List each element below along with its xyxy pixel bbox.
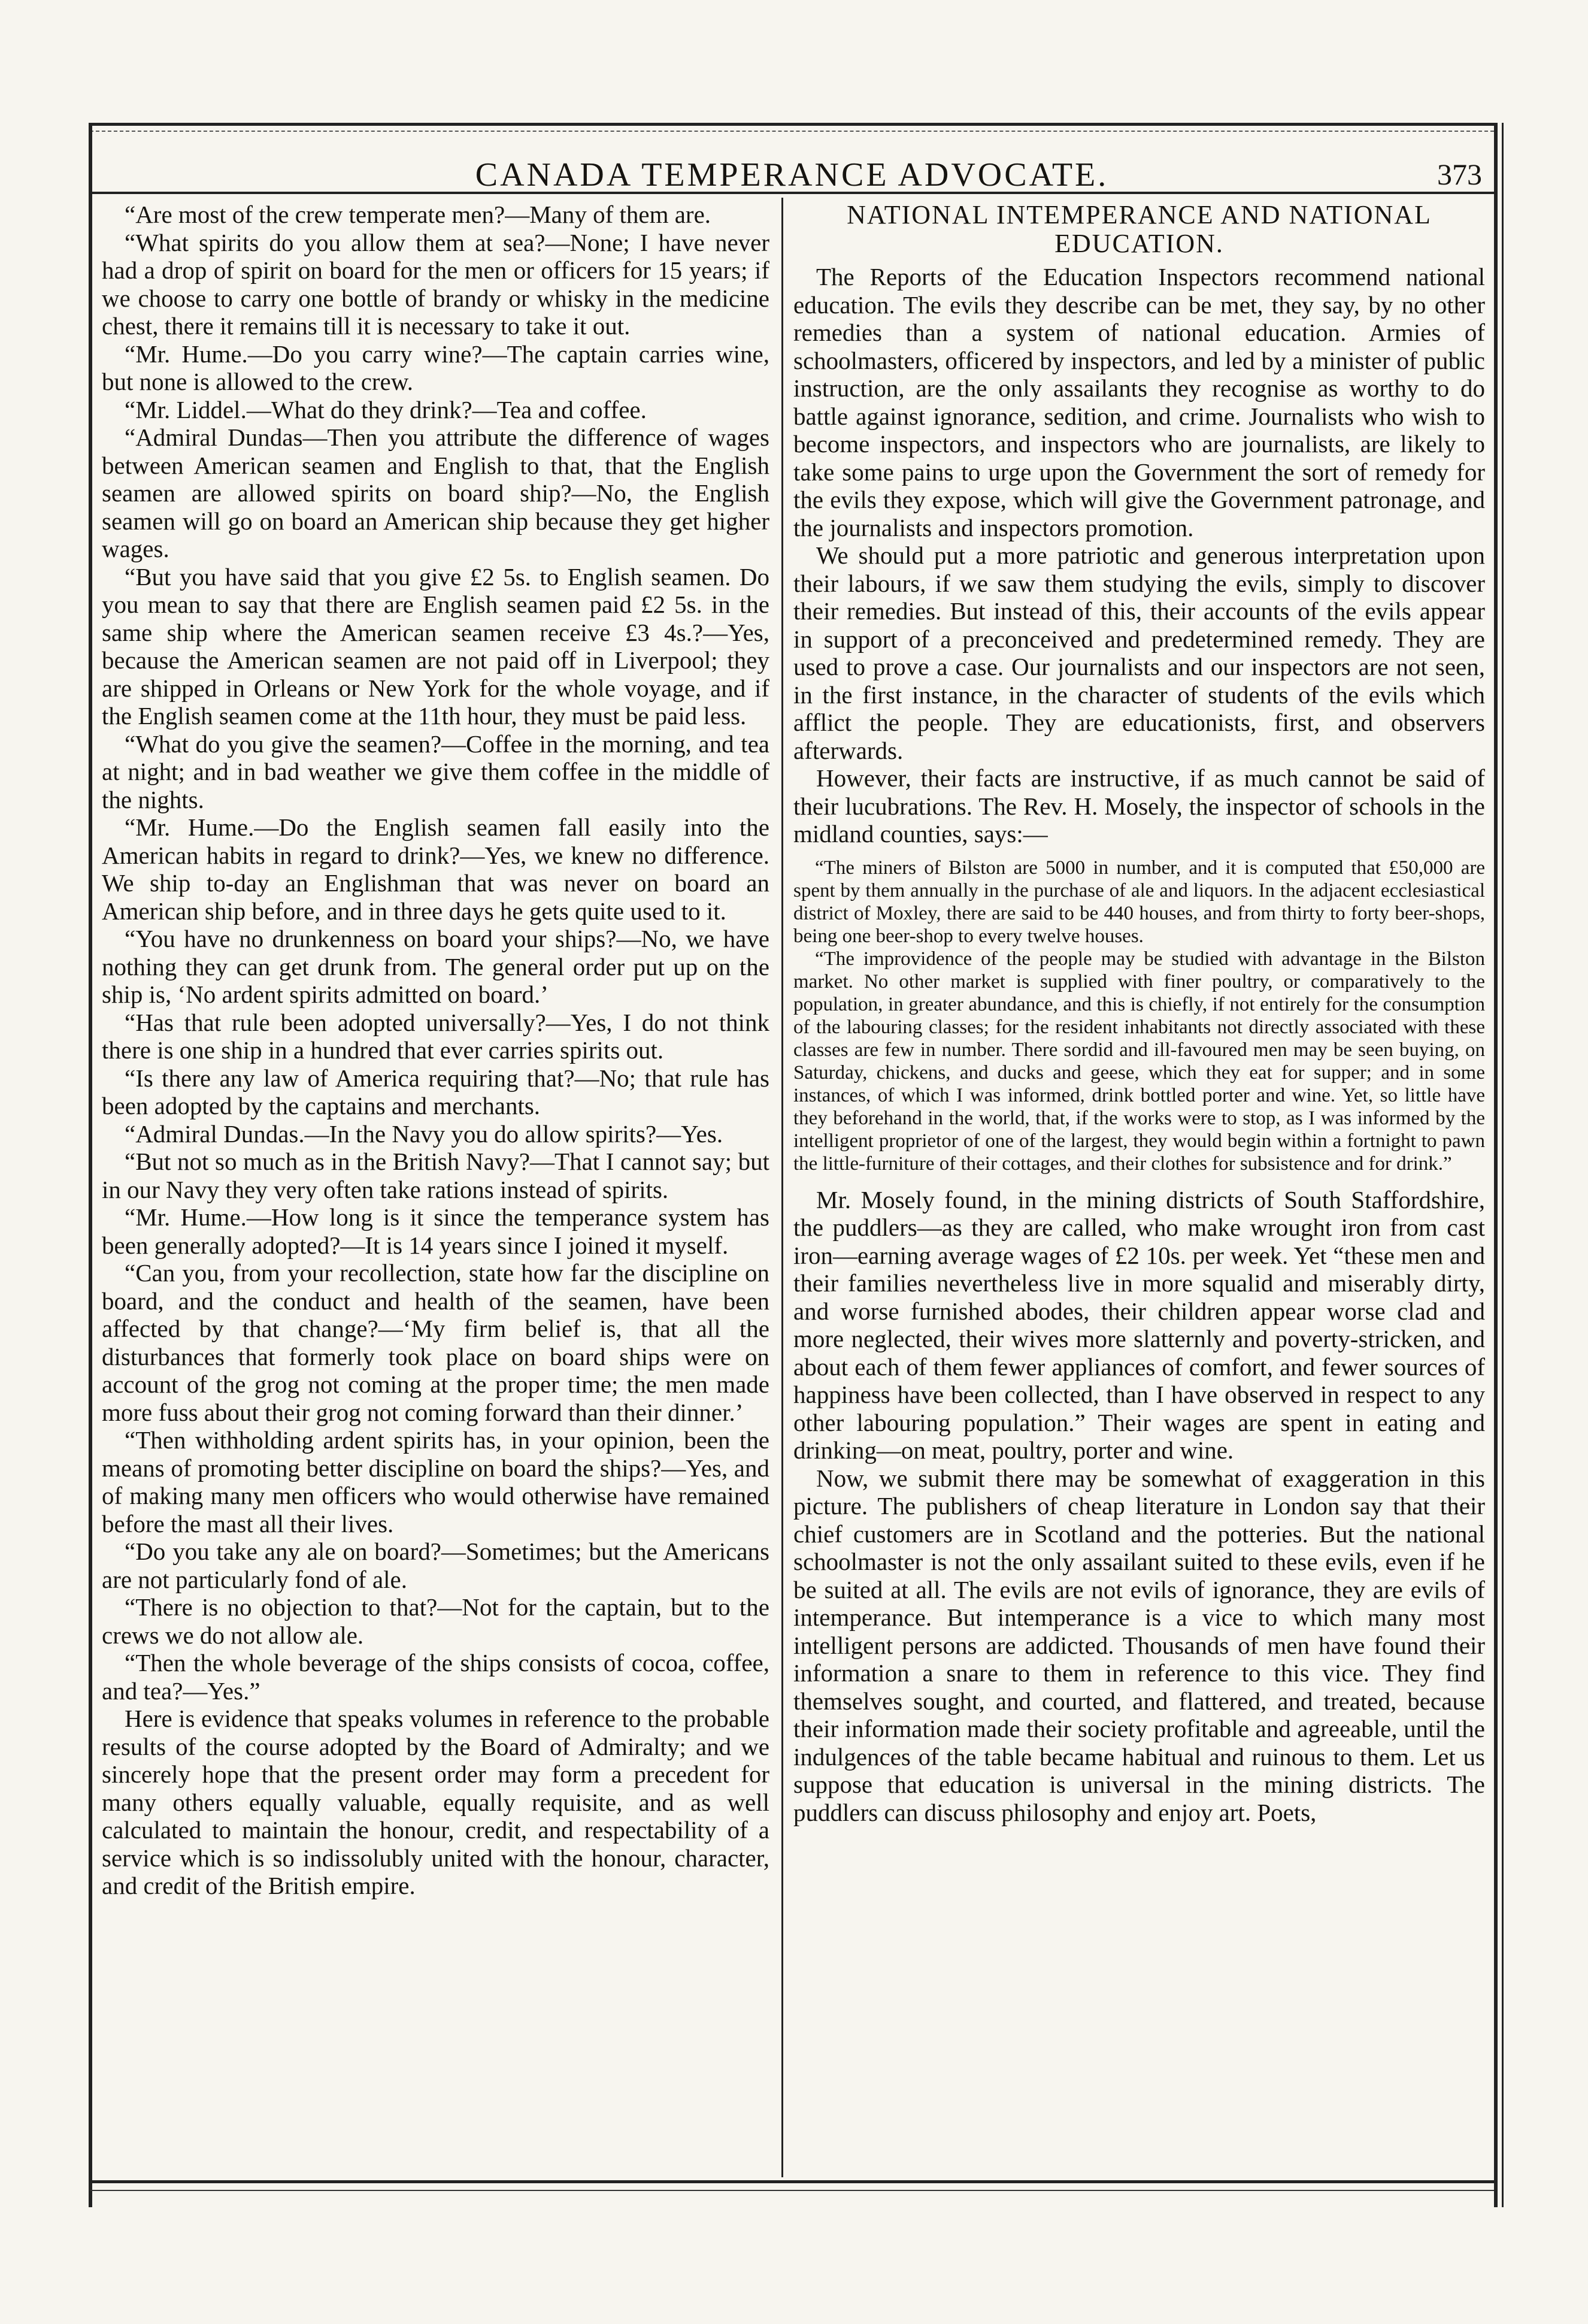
paragraph: “But you have said that you give £2 5s. to English seamen. Do you mean to say that there are English seamen paid £2 5s. in the same ship where the American seamen receive £3 4s.?—Yes, because the American seamen are not paid off in Liverpool; they are shipped in Orleans or New York for the whole voyage, and if the English seamen come at the 11th hour, they must be paid less.: [102, 562, 769, 730]
paragraph: “Admiral Dundas.—In the Navy you do allow spirits?—Yes.: [125, 1119, 723, 1148]
right-border-rule-outer: [1502, 123, 1504, 2207]
bottom-border-rule: [90, 2180, 1494, 2183]
quote-paragraph: “The improvidence of the people may be studied with advantage in the Bilston market. No other market is supplied with finer poultry, or comparatively to the population, in greater abundance, and this is chiefly, if not entirely for the consumption of the labouring classes; for the resident inhabitants not directly associated with these classes are few in number. There sordid and ill-favoured men may be seen buying, on Saturday, chickens, and ducks and geese, which they eat for supper; and in some instances, of which I was informed, drink bottled porter and wine. Yet, so little have they beforehand in the world, that, if the works were to stop, as I was informed by the intelligent proprietor of one of the largest, they would begin within a fortnight to pawn the little-furniture of their cottages, and their clothes for subsistence and for drink.”: [793, 948, 1485, 1175]
right-column: [793, 201, 1485, 2177]
page-number: 373: [1437, 158, 1482, 191]
quote-paragraph: “The miners of Bilston are 5000 in number, and it is computed that £50,000 are spent by them annually in the purchase of ale and liquors. In the adjacent ecclesiastical district of Moxley, there are said to be 440 houses, and from thirty to forty beer-shops, being one beer-shop to every twelve houses.: [793, 857, 1485, 947]
paragraph: “Mr. Hume.—Do you carry wine?—The captain carries wine, but none is allowed to the crew.: [102, 340, 769, 395]
column-divider: [781, 198, 783, 2177]
right-border-rule: [1494, 123, 1498, 2207]
paragraph: “Has that rule been adopted universally?—Yes, I do not think there is one ship in a hundred that ever carries spirits out.: [102, 1008, 769, 1064]
paragraph: “Mr. Liddel.—What do they drink?—Tea and coffee.: [125, 395, 647, 423]
bottom-border-rule-thin: [90, 2190, 1494, 2191]
paragraph: The Reports of the Education Inspectors recommend national education. The evils they describe can be met, they say, by no other remedies than a system of national education. Armies of schoolmasters, officered by inspectors, and led by a minister of public instruction, are the only assailants they recognise as worthy to do battle against ignorance, sedition, and crime. Journalists who wish to become inspectors, and inspectors who are journalists, are likely to take some pains to urge upon the Government the sort of remedy for the evils they expose, which will give the Government patronage, and the journalists and inspectors promotion.: [793, 263, 1485, 541]
paragraph: “You have no drunkenness on board your ships?—No, we have nothing they can get drunk from. The general order put up on the ship is, ‘No ardent spirits admitted on board.’: [102, 925, 769, 1008]
left-column: [102, 201, 769, 2177]
top-border-rule: [90, 123, 1494, 126]
paragraph: “Can you, from your recollection, state how far the discipline on board, and the conduct and health of the seamen, have been affected by that change?—‘My firm belief is, that all the disturbances that formerly took place on board ships were on account of the grog not coming at the proper time; the men made more fuss about their grog not coming forward than their dinner.’: [102, 1259, 769, 1426]
paragraph: “There is no objection to that?—Not for the captain, but to the crews we do not allow ale.: [102, 1593, 769, 1649]
paragraph: Mr. Mosely found, in the mining districts of South Staffordshire, the puddlers—as they are called, who make wrought iron from cast iron—earning average wages of £2 10s. per week. Yet “these men and their families nevertheless live in more squalid and miserably dirty, and worse furnished abodes, their children appear worse clad and more neglected, their wives more slatternly and poverty-stricken, and about each of them fewer appliances of comfort, and fewer sources of happiness have been collected, than I have observed in respect to any other labouring population.” Their wages are spent in eating and drinking—on meat, poultry, porter and wine.: [793, 1185, 1485, 1464]
paragraph: “Then the whole beverage of the ships consists of cocoa, coffee, and tea?—Yes.”: [102, 1649, 769, 1705]
top-dashed-rule: [90, 131, 1494, 132]
paragraph: “Do you take any ale on board?—Sometimes; but the Americans are not particularly fond of ale.: [102, 1538, 769, 1593]
paragraph: “Is there any law of America requiring that?—No; that rule has been adopted by the captains and merchants.: [102, 1064, 769, 1119]
paragraph: “Are most of the crew temperate men?—Many of them are.: [125, 201, 711, 228]
paragraph: “Mr. Hume.—Do the English seamen fall easily into the American habits in regard to drink?—Yes, we knew no difference. We ship to-day an Englishman that was never on board an American ship before, and in three days he gets quite used to it.: [102, 813, 769, 925]
paragraph: “Then withholding ardent spirits has, in your opinion, been the means of promoting better discipline on board the ships?—Yes, and of making many men officers who would otherwise have remained before the mast all their lives.: [102, 1426, 769, 1538]
paragraph: “What spirits do you allow them at sea?—None; I have never had a drop of spirit on board for the men or officers for 15 years; if we choose to carry one bottle of brandy or whisky in the medicine chest, there it remains till it is necessary to take it out.: [102, 228, 769, 340]
paragraph: Here is evidence that speaks volumes in reference to the probable results of the course adopted by the Board of Admiralty; and we sincerely hope that the present order may form a precedent for many others equally valuable, equally requisite, and as well calculated to maintain the honour, credit, and respectability of a service which is so indissolubly united with the honour, character, and credit of the British empire.: [102, 1705, 769, 1899]
paragraph: “Admiral Dundas—Then you attribute the difference of wages between American seamen and English to that, that the English seamen are allowed spirits on board ship?—No, the English seamen will go on board an American ship because they get higher wages.: [102, 423, 769, 562]
paragraph: However, their facts are instructive, if as much cannot be said of their lucubrations. The Rev. H. Mosely, the inspector of schools in the midland counties, says:—: [793, 764, 1485, 848]
paragraph: We should put a more patriotic and generous interpretation upon their labours, if we saw them studying the evils, simply to discover their remedies. But instead of this, their accounts of the evils appear in support of a preconceived and predetermined remedy. They are used to prove a case. Our journalists and our inspectors are not seen, in the first instance, in the character of students of the evils which afflict the people. They are educationists, first, and observers afterwards.: [793, 541, 1485, 764]
paragraph: “What do you give the seamen?—Coffee in the morning, and tea at night; and in bad weather we give them coffee in the middle of the nights.: [102, 730, 769, 813]
page-title: CANADA TEMPERANCE ADVOCATE.: [475, 156, 1109, 193]
left-border-rule: [89, 123, 92, 2207]
article-heading: NATIONAL INTEMPERANCE AND NATIONAL EDUCATION.: [847, 201, 1432, 258]
page-header: [90, 144, 1494, 192]
paragraph: Now, we submit there may be somewhat of exaggeration in this picture. The publishers of cheap literature in London say that their chief customers are in Scotland and the potteries. But the national schoolmaster is not the only assailant suited to these evils, even if he be suited at all. The evils are not evils of ignorance, they are evils of intemperance. But intemperance is a vice to which many most intelligent persons are addicted. Thousands of men have found their information a snare to them in reference to this vice. They find themselves sought, and courted, and flattered, and treated, because their information made their society profitable and agreeable, until the indulgences of the table became habitual and ruinous to them. Let us suppose that education is universal in the mining districts. The puddlers can discuss philosophy and enjoy art. Poets,: [793, 1464, 1485, 1826]
block-quote: [793, 857, 1485, 1175]
paragraph: “Mr. Hume.—How long is it since the temperance system has been generally adopted?—It is 14 years since I joined it myself.: [102, 1203, 769, 1259]
paragraph: “But not so much as in the British Navy?—That I cannot say; but in our Navy they very often take rations instead of spirits.: [102, 1148, 769, 1203]
header-rule: [90, 192, 1494, 194]
